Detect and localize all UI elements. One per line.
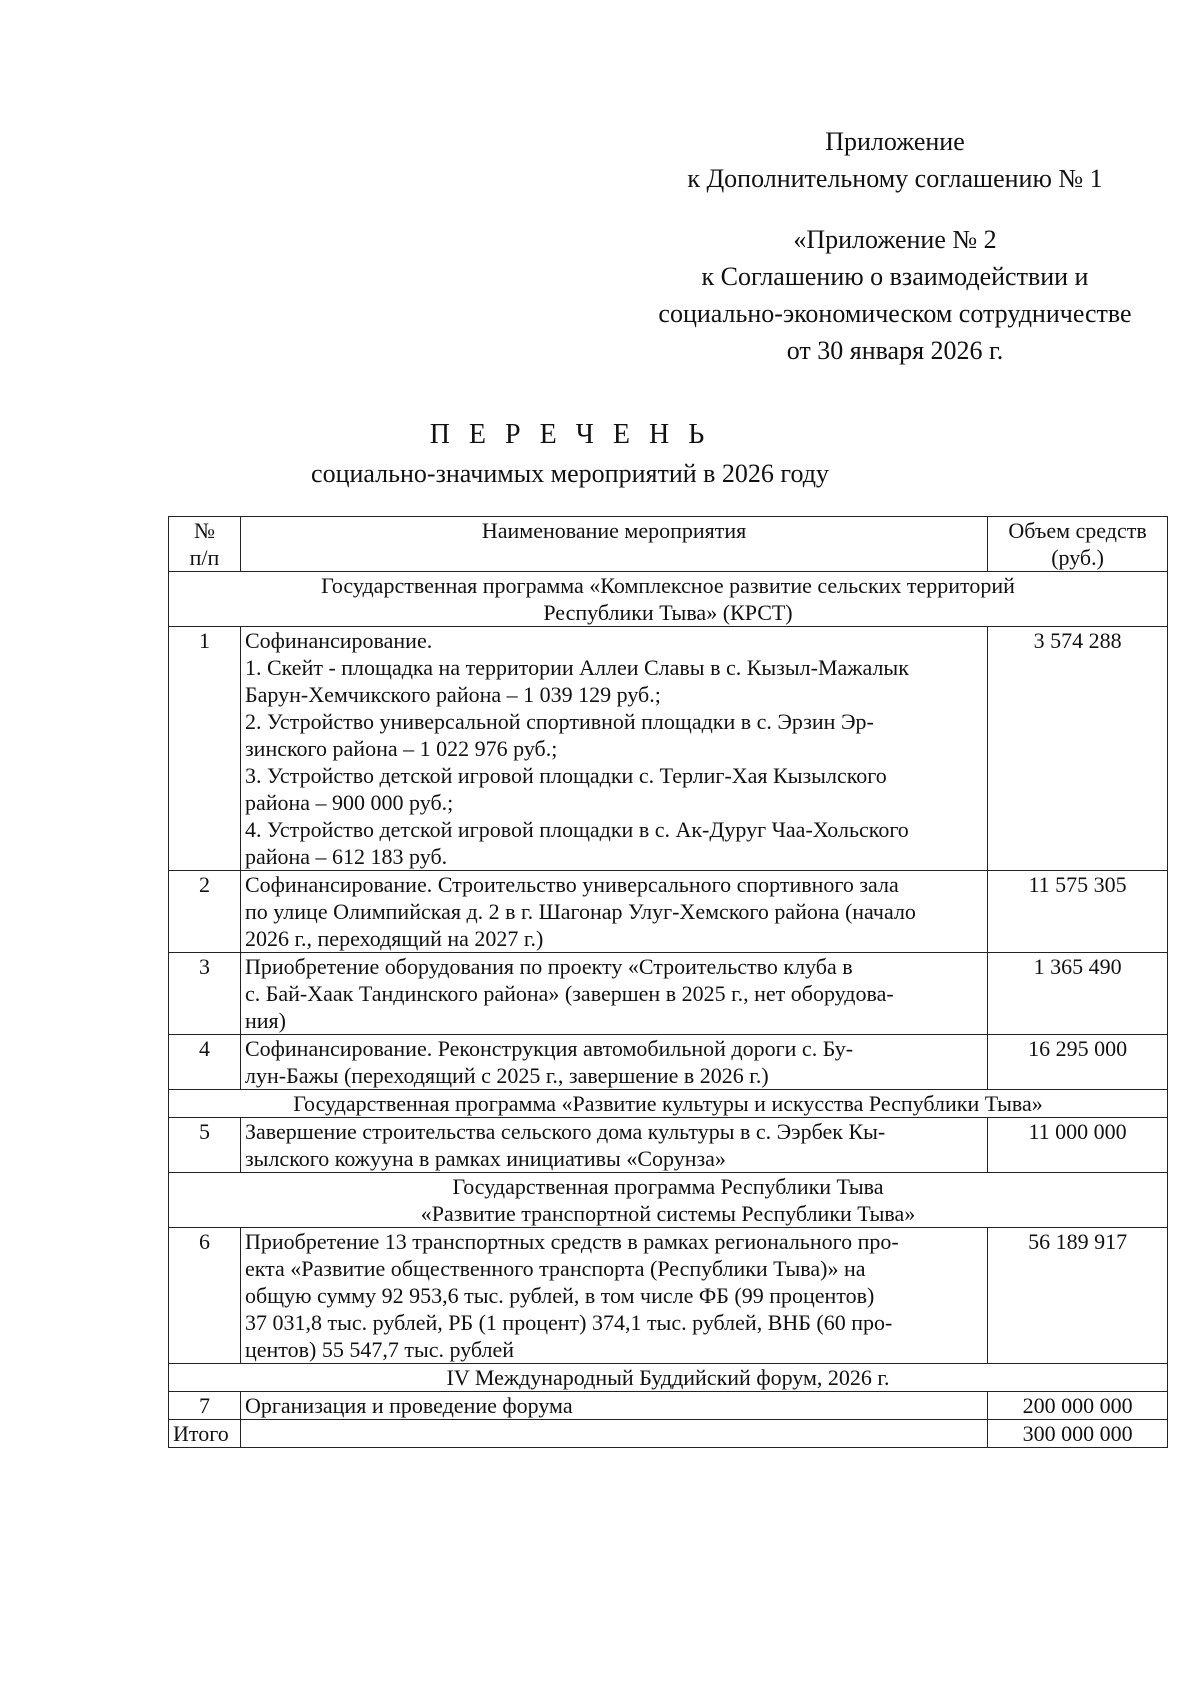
- appendix2-header: [600, 221, 1190, 369]
- total-amount: 300 000 000: [988, 1420, 1168, 1448]
- row-number: 7: [169, 1392, 241, 1420]
- row-description: Приобретение оборудования по проекту «Строительство клуба в с. Бай-Хаак Тандинского района» (завершен в 2025 г., нет оборудова- ния): [240, 953, 987, 1035]
- appendix2-title: «Приложение № 2: [793, 225, 997, 254]
- row-description: Организация и проведение форума: [240, 1392, 987, 1420]
- table-row: [169, 1228, 1168, 1364]
- row-amount: 11 000 000: [988, 1118, 1168, 1173]
- section-krst: Государственная программа «Комплексное развитие сельских территорий Республики Тыва» (КРСТ): [169, 572, 1168, 627]
- appendix2-reference-line1: к Соглашению о взаимодействии и: [701, 262, 1089, 291]
- section-culture: Государственная программа «Развитие культуры и искусства Республики Тыва»: [169, 1090, 1168, 1118]
- header-num: № п/п: [169, 517, 241, 572]
- events-table: [168, 516, 1168, 1448]
- row-description: Софинансирование. Реконструкция автомобильной дороги с. Бу- лун-Бажы (переходящий с 2025 г., завершение в 2026 г.): [240, 1035, 987, 1090]
- table-row: [169, 871, 1168, 953]
- header-amount: Объем средств (руб.): [988, 517, 1168, 572]
- table-row: [169, 1118, 1168, 1173]
- row-number: 2: [169, 871, 241, 953]
- title-subtitle: социально-значимых мероприятий в 2026 году: [311, 459, 829, 488]
- row-description: Приобретение 13 транспортных средств в рамках регионального про- екта «Развитие общественного транспорта (Республики Тыва)» на общую сумму 92 953,6 тыс. рублей, в том числе ФБ (99 процентов) 37 031,8 тыс. рублей, РБ (1 процент) 374,1 тыс. рублей, ВНБ (60 про- центов) 55 547,7 тыс. рублей: [240, 1228, 987, 1364]
- row-amount: 3 574 288: [988, 627, 1168, 871]
- appendix-title: Приложение: [825, 127, 965, 156]
- row-description: Завершение строительства сельского дома культуры в с. Ээрбек Кы- зылского кожууна в рамках инициативы «Сорунза»: [240, 1118, 987, 1173]
- appendix-header: [600, 123, 1190, 197]
- title-main: П Е Р Е Ч Е Н Ь: [429, 419, 711, 450]
- table-row: [169, 1392, 1168, 1420]
- row-amount: 16 295 000: [988, 1035, 1168, 1090]
- row-amount: 200 000 000: [988, 1392, 1168, 1420]
- row-amount: 1 365 490: [988, 953, 1168, 1035]
- row-number: 4: [169, 1035, 241, 1090]
- row-number: 3: [169, 953, 241, 1035]
- appendix-reference: к Дополнительному соглашению № 1: [687, 164, 1103, 193]
- section-row: [169, 572, 1168, 627]
- row-number: 5: [169, 1118, 241, 1173]
- total-spacer: [240, 1420, 987, 1448]
- row-description: Софинансирование. Строительство универсального спортивного зала по улице Олимпийская д. 2 в г. Шагонар Улуг-Хемского района (начало 2026 г., переходящий на 2027 г.): [240, 871, 987, 953]
- table-header-row: [169, 517, 1168, 572]
- section-transport: Государственная программа Республики Тыва «Развитие транспортной системы Республики Тыва»: [169, 1173, 1168, 1228]
- section-row: [169, 1173, 1168, 1228]
- row-amount: 11 575 305: [988, 871, 1168, 953]
- row-number: 6: [169, 1228, 241, 1364]
- document-title: [170, 415, 970, 493]
- table-row: [169, 1035, 1168, 1090]
- section-row: [169, 1090, 1168, 1118]
- total-row: [169, 1420, 1168, 1448]
- section-forum: IV Международный Буддийский форум, 2026 г.: [169, 1364, 1168, 1392]
- row-amount: 56 189 917: [988, 1228, 1168, 1364]
- table-row: [169, 627, 1168, 871]
- appendix2-reference-line2: социально-экономическом сотрудничестве: [658, 299, 1132, 328]
- total-label: Итого: [169, 1420, 241, 1448]
- header-name: Наименование мероприятия: [240, 517, 987, 572]
- row-number: 1: [169, 627, 241, 871]
- row-description: Софинансирование. 1. Скейт - площадка на территории Аллеи Славы в с. Кызыл-Мажалык Барун-Хемчикского района – 1 039 129 руб.; 2. Устройство универсальной спортивной площадки в с. Эрзин Эр- зинского района – 1 022 976 руб.; 3. Устройство детской игровой площадки с. Терлиг-Хая Кызылского района – 900 000 руб.; 4. Устройство детской игровой площадки в с. Ак-Дуруг Чаа-Хольского района – 612 183 руб.: [240, 627, 987, 871]
- table-row: [169, 953, 1168, 1035]
- section-row: [169, 1364, 1168, 1392]
- appendix2-date: от 30 января 2026 г.: [786, 336, 1004, 365]
